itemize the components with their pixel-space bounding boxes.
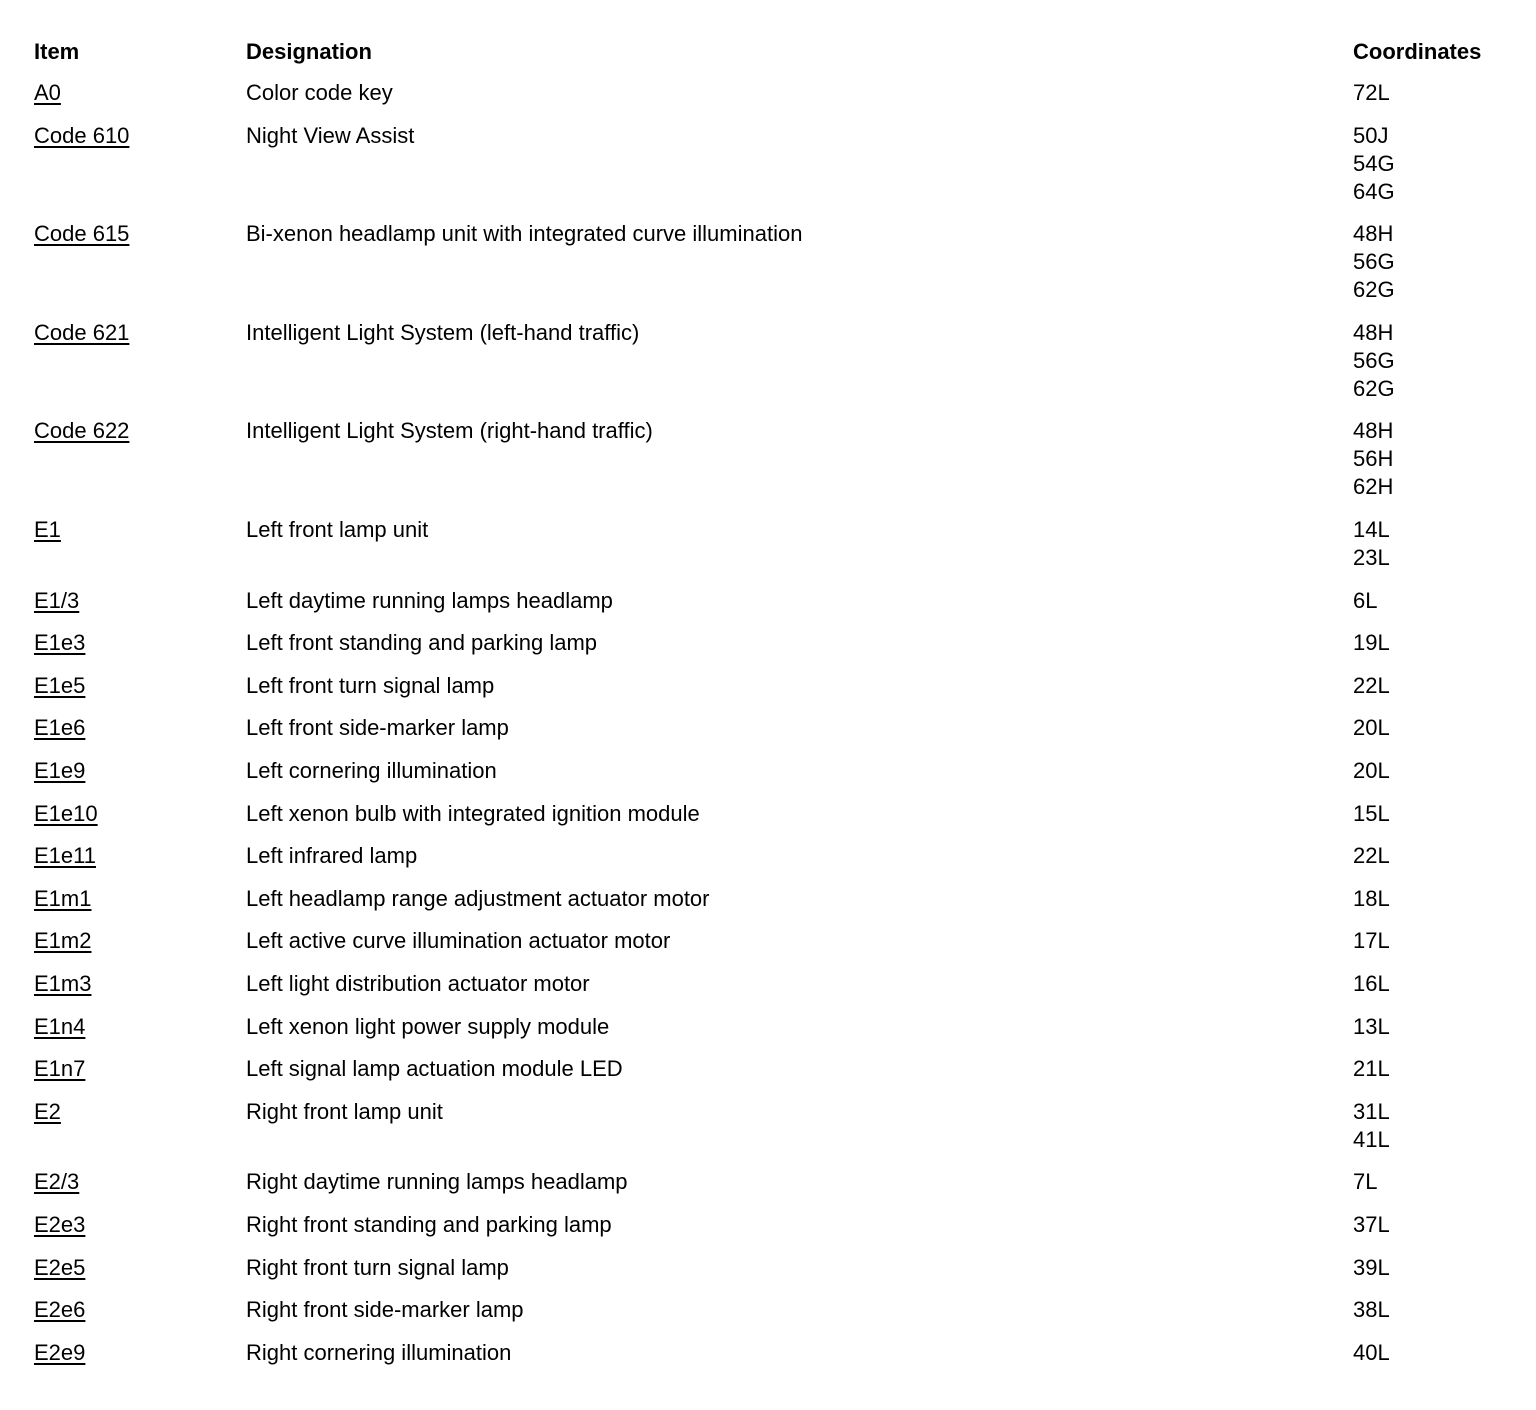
coordinate-value: 48H [1353, 319, 1394, 345]
coordinate-value: 20L [1353, 758, 1390, 783]
designation-text: Right front side-marker lamp [246, 1297, 524, 1323]
coordinate-value: 19L [1353, 630, 1390, 656]
designation-text: Right front turn signal lamp [246, 1254, 509, 1280]
coordinate-value: 38L [1353, 1297, 1390, 1323]
designation-text: Left front turn signal lamp [246, 672, 495, 698]
header-coordinates: Coordinates [1353, 39, 1482, 64]
coordinate-value: 56G [1353, 347, 1395, 373]
coordinate-value: 56H [1353, 446, 1394, 472]
table-row [0, 319, 1536, 403]
coordinates-cell [1353, 1055, 1390, 1083]
item-link[interactable]: E2e9 [34, 1339, 86, 1365]
coordinate-value: 14L [1353, 517, 1390, 542]
table-row [0, 516, 1536, 572]
coordinate-value: 62G [1353, 277, 1395, 303]
table-row [0, 1168, 1536, 1196]
item-link[interactable]: E1 [34, 517, 61, 542]
item-link[interactable]: Code 615 [34, 221, 130, 247]
table-row [0, 1055, 1536, 1083]
coordinates-cell [1353, 1339, 1390, 1367]
designation-text: Left infrared lamp [246, 843, 418, 869]
table-row [0, 417, 1536, 501]
item-link[interactable]: E1n7 [34, 1056, 86, 1082]
designation-text: Left front side-marker lamp [246, 715, 509, 741]
designation-text: Right front standing and parking lamp [246, 1212, 612, 1237]
item-link[interactable]: E1e10 [34, 800, 98, 826]
coordinates-cell [1353, 672, 1390, 700]
table-row [0, 1296, 1536, 1324]
designation-text: Intelligent Light System (right-hand traffic) [246, 418, 653, 444]
designation-text: Left signal lamp actuation module LED [246, 1056, 623, 1082]
coordinate-value: 22L [1353, 672, 1390, 698]
item-link[interactable]: E1e3 [34, 630, 86, 656]
coordinate-value: 16L [1353, 971, 1390, 996]
designation-text: Left cornering illumination [246, 758, 497, 783]
table-row [0, 220, 1536, 304]
coordinate-value: 7L [1353, 1169, 1378, 1195]
item-link[interactable]: E2 [34, 1098, 61, 1124]
table-row [0, 757, 1536, 785]
coordinates-cell [1353, 1168, 1377, 1196]
coordinate-value: 62G [1353, 375, 1395, 401]
coordinates-cell [1353, 1296, 1390, 1324]
table-row [0, 629, 1536, 657]
table-row [0, 1254, 1536, 1282]
item-link[interactable]: E2/3 [34, 1169, 80, 1195]
coordinate-value: 48H [1353, 221, 1394, 247]
item-link[interactable]: E1e9 [34, 758, 86, 783]
item-link[interactable]: E1e5 [34, 672, 86, 698]
coordinate-value: 48H [1353, 418, 1394, 444]
coordinates-cell [1353, 970, 1390, 998]
designation-text: Color code key [246, 80, 393, 105]
item-link[interactable]: E1m1 [34, 885, 92, 911]
coordinate-value: 37L [1353, 1212, 1390, 1237]
coordinates-cell [1353, 885, 1390, 913]
item-link[interactable]: Code 610 [34, 122, 130, 148]
table-row [0, 672, 1536, 700]
designation-text: Bi-xenon headlamp unit with integrated curve illumination [246, 221, 803, 247]
coordinates-cell [1353, 842, 1390, 870]
table-row [0, 1013, 1536, 1041]
item-link[interactable]: E1m2 [34, 928, 92, 954]
coordinates-cell [1353, 800, 1390, 828]
coordinate-value: 41L [1353, 1126, 1390, 1152]
coordinate-value: 17L [1353, 928, 1390, 954]
coordinates-cell [1353, 1254, 1390, 1282]
coordinates-cell [1353, 927, 1390, 955]
designation-text: Intelligent Light System (left-hand traffic) [246, 319, 640, 345]
designation-text: Left xenon bulb with integrated ignition module [246, 800, 700, 826]
table-row [0, 800, 1536, 828]
item-link[interactable]: E2e5 [34, 1254, 86, 1280]
item-link[interactable]: E1n4 [34, 1013, 86, 1039]
coordinates-cell [1353, 79, 1390, 107]
coordinate-value: 40L [1353, 1339, 1390, 1365]
item-link[interactable]: A0 [34, 80, 61, 105]
coordinates-cell [1353, 319, 1395, 403]
item-link[interactable]: E1e6 [34, 715, 86, 741]
designation-text: Night View Assist [246, 122, 415, 148]
coordinate-value: 54G [1353, 150, 1395, 176]
coordinate-value: 39L [1353, 1254, 1390, 1280]
coordinate-value: 62H [1353, 474, 1394, 500]
table-row [0, 714, 1536, 742]
table-row [0, 122, 1536, 206]
table-header [0, 36, 1536, 68]
coordinate-value: 18L [1353, 885, 1390, 911]
item-link[interactable]: E1e11 [34, 843, 96, 869]
item-link[interactable]: E1/3 [34, 587, 80, 613]
coordinates-cell [1353, 587, 1377, 615]
table-row [0, 79, 1536, 107]
item-link[interactable]: Code 622 [34, 418, 130, 444]
designation-text: Left light distribution actuator motor [246, 971, 590, 996]
coordinates-cell [1353, 220, 1395, 304]
table-row [0, 587, 1536, 615]
coordinate-value: 23L [1353, 545, 1390, 570]
table-row [0, 927, 1536, 955]
designation-text: Right daytime running lamps headlamp [246, 1169, 628, 1195]
coordinate-value: 50J [1353, 122, 1389, 148]
designation-text: Left headlamp range adjustment actuator motor [246, 885, 710, 911]
header-designation: Designation [246, 39, 372, 64]
designation-text: Left xenon light power supply module [246, 1013, 610, 1039]
designation-text: Left front lamp unit [246, 517, 429, 542]
coordinate-value: 31L [1353, 1098, 1390, 1124]
coordinate-value: 21L [1353, 1056, 1390, 1082]
coordinate-value: 72L [1353, 80, 1390, 105]
designation-text: Right front lamp unit [246, 1098, 443, 1124]
coordinates-cell [1353, 1013, 1390, 1041]
coordinate-value: 13L [1353, 1013, 1390, 1039]
table-row [0, 970, 1536, 998]
table-row [0, 842, 1536, 870]
coordinate-value: 20L [1353, 715, 1390, 741]
designation-text: Left front standing and parking lamp [246, 630, 598, 656]
designation-text: Right cornering illumination [246, 1339, 512, 1365]
table-row [0, 885, 1536, 913]
item-link[interactable]: Code 621 [34, 319, 130, 345]
coordinates-cell [1353, 122, 1395, 206]
coordinates-cell [1353, 714, 1390, 742]
coordinates-cell [1353, 417, 1393, 501]
item-link[interactable]: E1m3 [34, 971, 92, 996]
table-row [0, 1339, 1536, 1367]
coordinate-value: 15L [1353, 800, 1390, 826]
item-link[interactable]: E2e6 [34, 1297, 86, 1323]
item-link[interactable]: E2e3 [34, 1212, 86, 1237]
designation-text: Left active curve illumination actuator motor [246, 928, 671, 954]
coordinates-cell [1353, 1098, 1390, 1154]
coordinate-value: 64G [1353, 178, 1395, 204]
table-row [0, 1098, 1536, 1154]
coordinates-cell [1353, 516, 1390, 572]
designation-text: Left daytime running lamps headlamp [246, 587, 613, 613]
coordinates-cell [1353, 629, 1390, 657]
coordinate-value: 6L [1353, 587, 1378, 613]
table-row [0, 1211, 1536, 1239]
coordinates-cell [1353, 1211, 1390, 1239]
coordinate-value: 22L [1353, 843, 1390, 869]
header-item: Item [34, 39, 80, 64]
coordinates-cell [1353, 757, 1390, 785]
coordinate-value: 56G [1353, 249, 1395, 275]
